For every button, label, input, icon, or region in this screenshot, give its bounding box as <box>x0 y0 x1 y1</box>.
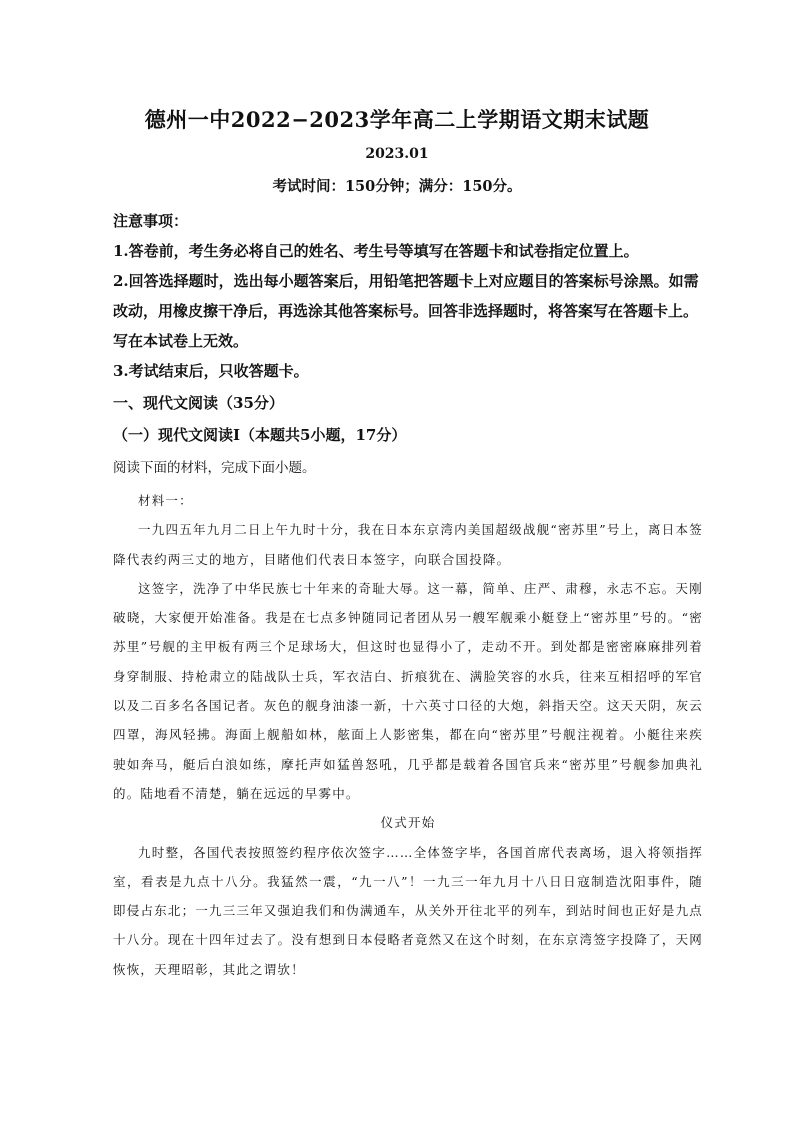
notes-heading: 注意事项： <box>113 212 189 230</box>
material-label: 材料一： <box>138 493 193 508</box>
section-subtitle: （一）现代文阅读Ⅰ（本题共5小题，17分） <box>113 426 407 444</box>
material-paragraph: 一九四五年九月二日上午九时十分，我在日本东京湾内美国超级战舰“密苏里”号上，离日本签降代表约两三丈的地方，目睹他们代表日本签字，向联合国投降。 <box>113 522 703 567</box>
material-subheading: 仪式开始 <box>380 815 436 831</box>
reading-material <box>113 486 703 984</box>
note-item-1: 1.答卷前，考生务必将自己的姓名、考生号等填写在答题卡和试卷指定位置上。 <box>113 242 639 260</box>
exam-date: 2023.01 <box>365 146 429 162</box>
note-item-3: 3.考试结束后，只收答题卡。 <box>113 362 309 380</box>
material-paragraph: 这签字，洗净了中华民族七十年来的奇耻大辱。这一幕，简单、庄严、肃穆，永志不忘。天刚破晓，大家便开始准备。我是在七点多钟随同记者团从另一艘军舰乘小艇登上“密苏里”号的。“密苏里”号舰的主甲板有两三个足球场大，但这时也显得小了，走动不开。到处都是密密麻麻排列着身穿制服、持枪肃立的陆战队士兵，军衣洁白、折痕犹在、满脸笑容的水兵，往来互相招呼的军官以及二百多名各国记者。灰色的舰身油漆一新，十六英寸口径的大炮，斜指天空。这天天阴，灰云四罩，海风轻拂。海面上舰船如林，舷面上人影密集，都在向“密苏里”号舰注视着。小艇往来疾驶如奔马，艇后白浪如练，摩托声如猛兽怒吼，几乎都是载着各国官兵来“密苏里”号舰参加典礼的。陆地看不清楚，躺在远远的早雾中。 <box>113 580 703 801</box>
section-title: 一、现代文阅读（35分） <box>113 394 284 412</box>
exam-info: 考试时间：150分钟；满分：150分。 <box>272 178 522 195</box>
section-instruction: 阅读下面的材料，完成下面小题。 <box>113 460 316 476</box>
exam-title: 德州一中2022−2023学年高二上学期语文期末试题 <box>144 107 650 132</box>
material-paragraph: 九时整，各国代表按照签约程序依次签字……全体签字毕，各国首席代表离场，退入将领指挥室，看表是九点十八分。我猛然一震，“九一八”！一九三一年九月十八日日寇制造沈阳事件，随即侵占东北；一九三三年又强迫我们和伪满通车，从关外开往北平的列车，到站时间也正好是九点十八分。现在十四年过去了。没有想到日本侵略者竟然又在这个时刻，在东京湾签字投降了，天网恢恢，天理昭彰，其此之谓欤！ <box>113 844 703 977</box>
notes-block <box>113 206 703 386</box>
note-item-2: 2.回答选择题时，选出每小题答案后，用铅笔把答题卡上对应题目的答案标号涂黑。如需改动，用橡皮擦干净后，再选涂其他答案标号。回答非选择题时，将答案写在答题卡上。写在本试卷上无效。 <box>113 272 699 350</box>
